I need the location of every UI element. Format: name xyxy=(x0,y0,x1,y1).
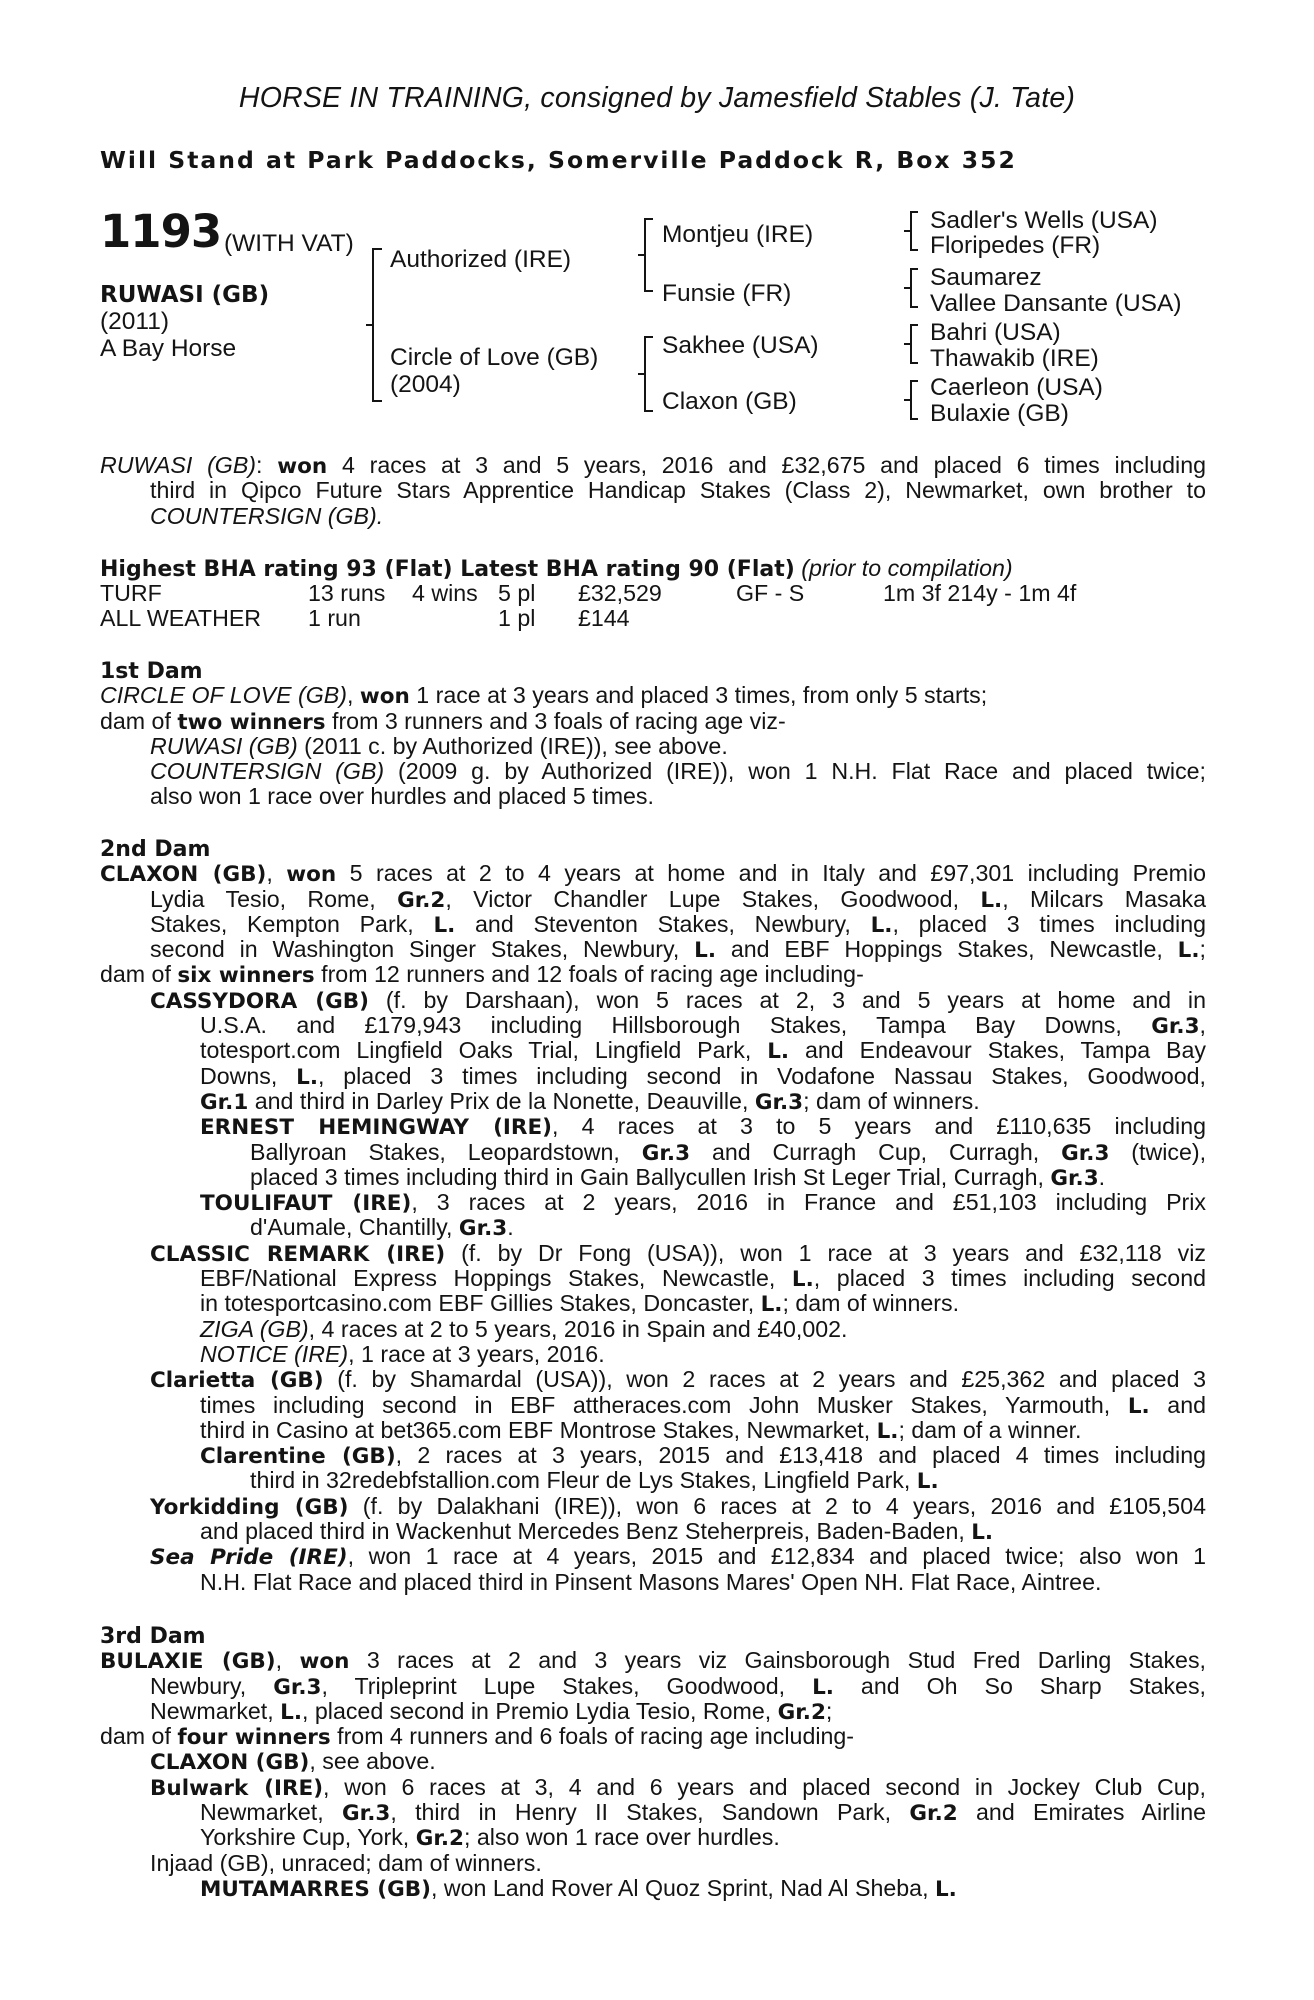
progeny-line: COUNTERSIGN (GB) (2009 g. by Authorized (IRE)), won 1 N.H. Flat Race and placed twice; xyxy=(150,758,1207,785)
progeny-line: times including second in EBF attheraces.com John Musker Stakes, Yarmouth, L. and xyxy=(200,1391,1206,1419)
pedigree-block xyxy=(0,206,1314,436)
dam-line: dam of six winners from 12 runners and 12 foals of racing age including- xyxy=(100,961,864,989)
dam-line: Newmarket, L., placed second in Premio Lydia Tesio, Rome, Gr.2; xyxy=(150,1697,833,1725)
dam-line: Stakes, Kempton Park, L. and Steventon Stakes, Newbury, L., placed 3 times including xyxy=(150,910,1206,938)
dam-line: dam of four winners from 4 runners and 6 foals of racing age including- xyxy=(100,1723,855,1751)
dam-line: BULAXIE (GB), won 3 races at 2 and 3 years viz Gainsborough Stud Fred Darling Stakes, xyxy=(100,1647,1206,1675)
pedigree-dsd: Thawakib (IRE) xyxy=(930,345,1099,372)
progeny-line: totesport.com Lingfield Oaks Trial, Lingfield Park, L. and Endeavour Stakes, Tampa Bay xyxy=(200,1037,1206,1065)
consignment-line: HORSE IN TRAINING, consigned by Jamesfield Stables (J. Tate) xyxy=(238,82,1076,114)
progeny-line: ZIGA (GB), 4 races at 2 to 5 years, 2016 in Spain and £40,002. xyxy=(200,1315,848,1342)
progeny-line: and placed third in Wackenhut Mercedes Benz Steherpreis, Baden-Baden, L. xyxy=(200,1518,994,1546)
progeny-line: Yorkshire Cup, York, Gr.2; also won 1 race over hurdles. xyxy=(200,1824,780,1852)
pedigree-ddd: Bulaxie (GB) xyxy=(930,400,1069,427)
pedigree-ssd: Floripedes (FR) xyxy=(930,232,1101,259)
progeny-line: Clarietta (GB) (f. by Shamardal (USA)), won 2 races at 2 years and £25,362 and placed 3 xyxy=(150,1366,1206,1394)
sire-dam-bracket xyxy=(372,248,382,402)
pedigree-sire-dam: Funsie (FR) xyxy=(662,280,792,307)
sire-parents-bracket xyxy=(644,218,653,292)
pedigree-dds: Caerleon (USA) xyxy=(930,374,1103,401)
rating-line: Highest BHA rating 93 (Flat) Latest BHA rating 90 (Flat) (prior to compilation) xyxy=(100,555,1013,582)
progeny-line: N.H. Flat Race and placed third in Pinsent Masons Mares' Open NH. Flat Race, Aintree. xyxy=(200,1568,1102,1595)
dam-line: CLAXON (GB), won 5 races at 2 to 4 years at home and in Italy and £97,301 including Premio xyxy=(100,860,1207,888)
bracket-g3d xyxy=(910,380,918,420)
pedigree-sdd: Vallee Dansante (USA) xyxy=(930,290,1182,317)
progeny-line: Injaad (GB), unraced; dam of winners. xyxy=(150,1849,542,1876)
progeny-line: Clarentine (GB), 2 races at 3 years, 2015 and £13,418 and placed 4 times including xyxy=(200,1442,1207,1470)
summary-line: COUNTERSIGN (GB). xyxy=(150,502,384,529)
progeny-line: U.S.A. and £179,943 including Hillsborough Stakes, Tampa Bay Downs, Gr.3, xyxy=(200,1012,1206,1040)
progeny-line: MUTAMARRES (GB), won Land Rover Al Quoz Sprint, Nad Al Sheba, L. xyxy=(200,1874,957,1902)
vat-note: (WITH VAT) xyxy=(224,230,354,257)
progeny-line: Ballyroan Stakes, Leopardstown, Gr.3 and Curragh Cup, Curragh, Gr.3 (twice), xyxy=(250,1138,1207,1166)
horse-description: A Bay Horse xyxy=(100,335,237,362)
progeny-line: RUWASI (GB) (2011 c. by Authorized (IRE)), see above. xyxy=(150,732,728,759)
pedigree-dss: Bahri (USA) xyxy=(930,319,1061,346)
pedigree-sire: Authorized (IRE) xyxy=(390,246,572,273)
third-dam-section xyxy=(100,1623,1206,1901)
bracket-g3b xyxy=(910,268,918,308)
pedigree-sss: Sadler's Wells (USA) xyxy=(930,207,1158,234)
progeny-line: placed 3 times including third in Gain Ballycullen Irish St Leger Trial, Curragh, Gr.3. xyxy=(250,1163,1106,1191)
dam-line: second in Washington Singer Stakes, Newbury, L. and EBF Hoppings Stakes, Newcastle, L.; xyxy=(150,936,1206,964)
progeny-line: Downs, L., placed 3 times including second in Vodafone Nassau Stakes, Goodwood, xyxy=(200,1062,1206,1090)
turf-earnings: £32,529 xyxy=(578,580,662,606)
foaling-year: (2011) xyxy=(100,308,170,335)
progeny-line: EBF/National Express Hoppings Stakes, Newcastle, L., placed 3 times including second xyxy=(200,1265,1206,1293)
turf-wins: 4 wins xyxy=(412,580,478,606)
progeny-line: Yorkidding (GB) (f. by Dalakhani (IRE)), won 6 races at 2 to 4 years, 2016 and £105,504 xyxy=(150,1492,1206,1520)
dam-line: CIRCLE OF LOVE (GB), won 1 race at 3 years and placed 3 times, from only 5 starts; xyxy=(100,682,988,710)
race-summary xyxy=(100,453,1206,529)
dam-line: Newbury, Gr.3, Tripleprint Lupe Stakes, Goodwood, L. and Oh So Sharp Stakes, xyxy=(150,1672,1206,1700)
horse-name: RUWASI (GB) xyxy=(100,282,270,308)
turf-placed: 5 pl xyxy=(498,580,536,606)
summary-line: RUWASI (GB): won 4 races at 3 and 5 years, 2016 and £32,675 and placed 6 times including xyxy=(100,452,1206,479)
turf-surface: TURF xyxy=(100,580,162,606)
aw-earnings: £144 xyxy=(578,605,630,631)
turf-going: GF - S xyxy=(736,580,805,606)
dam-line: dam of two winners from 3 runners and 3 foals of racing age viz- xyxy=(100,707,786,735)
pedigree-sire-sire: Montjeu (IRE) xyxy=(662,221,814,248)
stand-location: Will Stand at Park Paddocks, Somerville Paddock R, Box 352 xyxy=(100,146,1017,174)
progeny-line: d'Aumale, Chantilly, Gr.3. xyxy=(250,1214,514,1242)
first-dam-section xyxy=(100,658,1206,810)
pedigree-dam-dam: Claxon (GB) xyxy=(662,388,797,415)
pedigree-dam-sire: Sakhee (USA) xyxy=(662,332,819,359)
bracket-g3a xyxy=(910,211,918,251)
progeny-line: Bulwark (IRE), won 6 races at 3, 4 and 6 years and placed second in Jockey Club Cup, xyxy=(150,1773,1206,1801)
lot-number: 1193 xyxy=(100,205,222,258)
progeny-line: third in 32redebfstallion.com Fleur de Lys Stakes, Lingfield Park, L. xyxy=(250,1467,939,1495)
second-dam-section xyxy=(100,836,1206,1595)
progeny-line: also won 1 race over hurdles and placed 5 times. xyxy=(150,783,654,810)
dam-parents-bracket xyxy=(644,336,653,412)
summary-line: third in Qipco Future Stars Apprentice Handicap Stakes (Class 2), Newmarket, own brother to xyxy=(150,477,1206,504)
pedigree-dam-year: (2004) xyxy=(390,371,461,398)
progeny-line: Sea Pride (IRE), won 1 race at 4 years, 2015 and £12,834 and placed twice; also won 1 xyxy=(150,1543,1206,1571)
progeny-line: TOULIFAUT (IRE), 3 races at 2 years, 2016 in France and £51,103 including Prix xyxy=(200,1189,1206,1217)
progeny-line: NOTICE (IRE), 1 race at 3 years, 2016. xyxy=(200,1340,605,1367)
aw-surface: ALL WEATHER xyxy=(100,605,262,631)
ratings-block xyxy=(100,556,1206,632)
bracket-g3c xyxy=(910,324,918,364)
progeny-line: in totesportcasino.com EBF Gillies Stakes, Doncaster, L.; dam of winners. xyxy=(200,1290,960,1318)
section-heading: 2nd Dam xyxy=(100,837,211,862)
progeny-line: third in Casino at bet365.com EBF Montrose Stakes, Newmarket, L.; dam of a winner. xyxy=(200,1416,1082,1444)
aw-placed: 1 pl xyxy=(498,605,536,631)
progeny-line: Gr.1 and third in Darley Prix de la Nonette, Deauville, Gr.3; dam of winners. xyxy=(200,1087,980,1115)
progeny-line: Newmarket, Gr.3, third in Henry II Stakes, Sandown Park, Gr.2 and Emirates Airline xyxy=(200,1799,1206,1827)
progeny-line: CLAXON (GB), see above. xyxy=(150,1748,436,1776)
turf-distance: 1m 3f 214y - 1m 4f xyxy=(883,580,1077,606)
pedigree-dam: Circle of Love (GB) xyxy=(390,344,599,371)
progeny-line: CLASSIC REMARK (IRE) (f. by Dr Fong (USA)), won 1 race at 3 years and £32,118 viz xyxy=(150,1239,1206,1267)
progeny-line: CASSYDORA (GB) (f. by Darshaan), won 5 races at 2, 3 and 5 years at home and in xyxy=(150,986,1206,1014)
turf-runs: 13 runs xyxy=(308,580,386,606)
aw-runs: 1 run xyxy=(308,605,361,631)
dam-line: Lydia Tesio, Rome, Gr.2, Victor Chandler Lupe Stakes, Goodwood, L., Milcars Masaka xyxy=(150,885,1206,913)
section-heading: 1st Dam xyxy=(100,659,203,684)
section-heading: 3rd Dam xyxy=(100,1624,206,1649)
progeny-line: ERNEST HEMINGWAY (IRE), 4 races at 3 to 5 years and £110,635 including xyxy=(200,1113,1206,1141)
pedigree-sds: Saumarez xyxy=(930,264,1042,291)
